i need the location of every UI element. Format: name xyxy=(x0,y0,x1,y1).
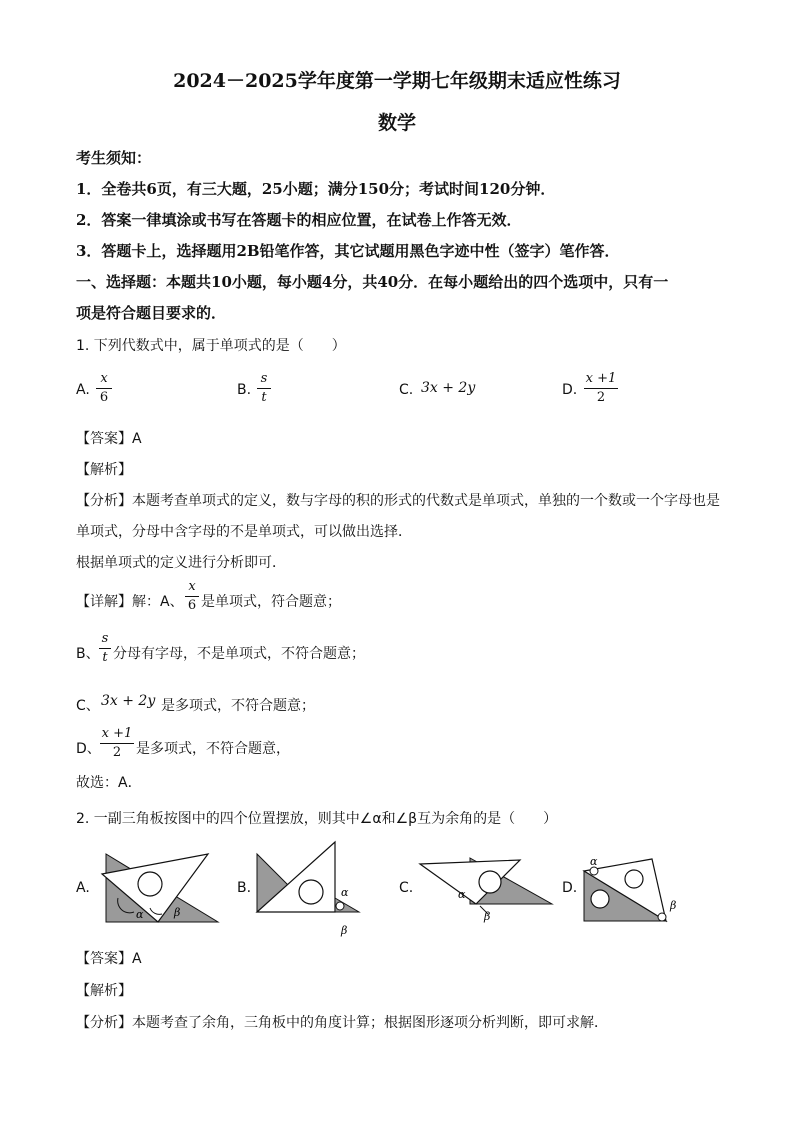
figure-d-hole-right xyxy=(625,870,643,888)
figure-d-label: D. xyxy=(562,880,578,896)
question-2-stem: 2. 一副三角板按图中的四个位置摆放，则其中∠α和∠β互为余角的是（ ） xyxy=(76,811,558,827)
section-heading-line-2: 项是符合题目要求的． xyxy=(76,304,227,322)
question-2-answer: 【答案】A xyxy=(76,951,142,967)
option-d-denominator: 2 xyxy=(596,390,606,405)
figure-d-angle-mark-beta xyxy=(658,913,666,921)
detail-a-suffix: 是单项式，符合题意； xyxy=(201,594,341,610)
question-1-stem: 1. 下列代数式中，属于单项式的是（ ） xyxy=(76,338,346,354)
option-b-label: B. xyxy=(237,382,252,398)
detail-d-numerator: x +1 xyxy=(101,726,133,741)
figure-c-alpha: α xyxy=(458,888,466,901)
question-1-analysis-line-2: 单项式，分母中含字母的不是单项式，可以做出选择． xyxy=(76,524,412,540)
question-1-analysis-line-3: 根据单项式的定义进行分析即可． xyxy=(76,555,286,571)
section-heading-line-1: 一、选择题：本题共10小题，每小题4分，共40分．在每小题给出的四个选项中，只有一 xyxy=(76,273,669,291)
question-1-analysis-line-1: 【分析】本题考查单项式的定义，数与字母的积的形式的代数式是单项式，单独的一个数或一个字母也是 xyxy=(76,493,720,509)
figure-b-beta: β xyxy=(341,924,348,937)
detail-d-prefix: D、 xyxy=(76,741,101,757)
option-a-fraction xyxy=(96,372,112,405)
figure-b-alpha: α xyxy=(341,886,349,899)
option-a-label: A. xyxy=(76,382,90,398)
figure-d xyxy=(582,855,688,925)
figure-a-alpha: α xyxy=(136,908,144,921)
figure-a-hole xyxy=(138,872,162,896)
notice-heading: 考生须知： xyxy=(76,149,152,167)
subject-title: 数学 xyxy=(377,112,416,134)
question-2-analysis-tag: 【解析】 xyxy=(76,983,132,999)
figure-c-hole xyxy=(479,871,501,893)
option-c-expression: 3x + 2y xyxy=(421,380,476,396)
figure-d-beta: β xyxy=(670,899,677,912)
figure-a xyxy=(100,846,222,926)
detail-d-fraction xyxy=(100,727,134,760)
page-title: 2024－2025学年度第一学期七年级期末适应性练习 xyxy=(173,70,621,92)
figure-b-label: B. xyxy=(237,880,252,896)
detail-d-denominator: 2 xyxy=(112,745,122,760)
figure-a-beta: β xyxy=(174,906,181,919)
figure-a-label: A. xyxy=(76,880,90,896)
detail-b-prefix: B、 xyxy=(76,646,100,662)
detail-c-suffix: 是多项式，不符合题意； xyxy=(161,698,315,714)
detail-a-fraction xyxy=(185,580,199,613)
detail-b-suffix: 分母有字母，不是单项式，不符合题意； xyxy=(113,646,365,662)
option-d-label: D. xyxy=(562,382,578,398)
question-1-conclusion: 故选：A． xyxy=(76,775,142,791)
option-b-denominator: t xyxy=(261,390,267,405)
detail-b-fraction xyxy=(99,632,111,665)
detail-c-prefix: C、 xyxy=(76,698,100,714)
detail-a-denominator: 6 xyxy=(187,598,197,613)
question-1-answer: 【答案】A xyxy=(76,431,142,447)
figure-d-alpha: α xyxy=(590,855,598,868)
figure-b-hole xyxy=(299,880,323,904)
figure-c xyxy=(418,852,558,924)
detail-d-suffix: 是多项式，不符合题意， xyxy=(136,741,290,757)
question-1-analysis-tag: 【解析】 xyxy=(76,462,132,478)
option-c-label: C. xyxy=(399,382,414,398)
detail-a-numerator: x xyxy=(188,579,196,594)
option-a-denominator: 6 xyxy=(99,390,109,405)
figure-d-angle-mark-alpha xyxy=(590,867,598,875)
figure-c-beta: β xyxy=(484,910,491,923)
question-2-analysis-line-1: 【分析】本题考查了余角，三角板中的角度计算；根据图形逐项分析判断，即可求解． xyxy=(76,1015,608,1031)
notice-item-1: 1．全卷共6页，有三大题，25小题；满分150分；考试时间120分钟． xyxy=(76,180,556,198)
detail-a-prefix: 【详解】解：A、 xyxy=(76,594,184,610)
notice-item-3: 3．答题卡上，选择题用2B铅笔作答，其它试题用黑色字迹中性（签字）笔作答． xyxy=(76,242,620,260)
figure-b xyxy=(255,840,365,940)
detail-c-expression: 3x + 2y xyxy=(101,693,156,709)
detail-b-numerator: s xyxy=(101,631,109,646)
option-d-fraction xyxy=(584,372,618,405)
option-b-numerator: s xyxy=(260,371,268,386)
notice-item-2: 2．答案一律填涂或书写在答题卡的相应位置，在试卷上作答无效． xyxy=(76,211,522,229)
figure-c-label: C. xyxy=(399,880,414,896)
detail-b-denominator: t xyxy=(102,650,108,665)
option-d-numerator: x +1 xyxy=(585,371,617,386)
option-b-fraction xyxy=(257,372,271,405)
option-a-numerator: x xyxy=(100,371,108,386)
figure-d-hole-left xyxy=(591,890,609,908)
figure-b-angle-mark xyxy=(336,902,344,910)
